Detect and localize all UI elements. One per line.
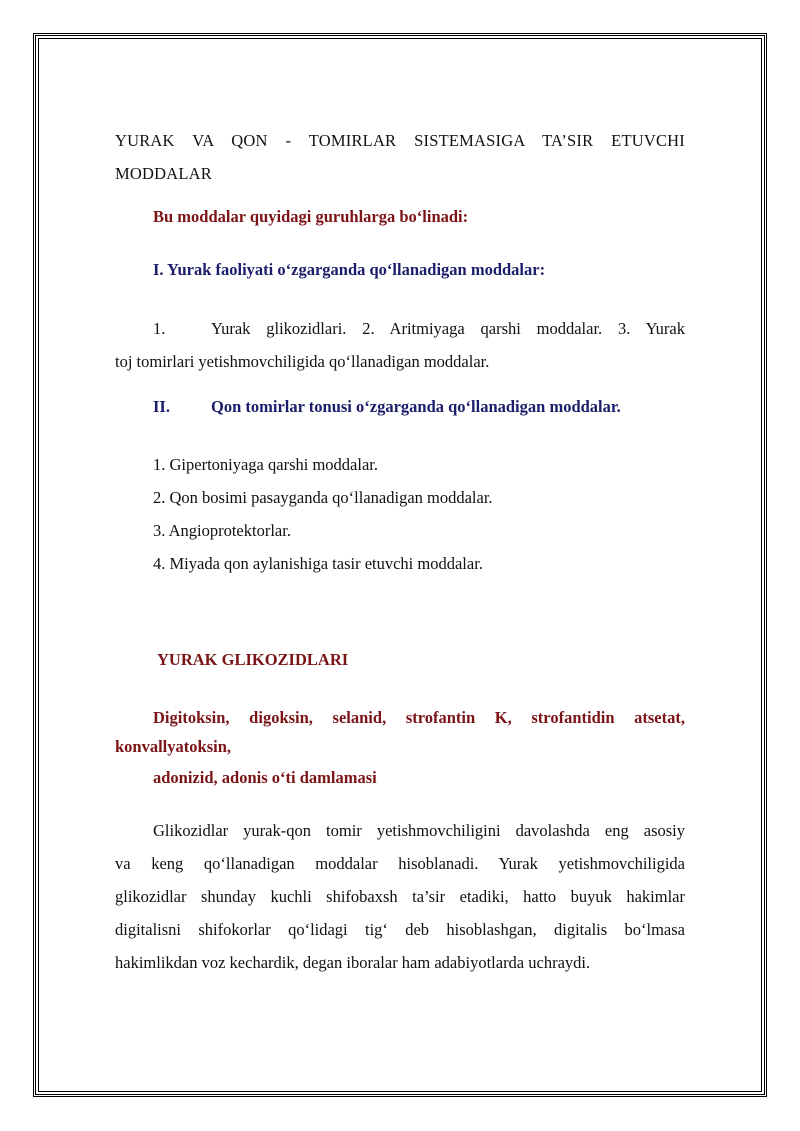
section-1-item-number: 1. xyxy=(153,319,166,338)
paragraph-line: Glikozidlar yurak-qon tomir yetishmovchiligini davolashda eng asosiy xyxy=(153,821,685,840)
glycosides-drug-list xyxy=(115,701,685,794)
glycosides-heading: YURAK GLIKOZIDLARI xyxy=(157,650,349,669)
document-title xyxy=(115,124,685,190)
section-2-heading-row xyxy=(115,397,685,417)
groups-intro: Bu moddalar quyidagi guruhlarga bo‘linadi: xyxy=(153,207,469,226)
section-2-number: II. xyxy=(153,397,170,416)
section-2-item: 4. Miyada qon aylanishiga tasir etuvchi moddalar. xyxy=(153,554,483,573)
title-line-1: YURAK VA QON - TOMIRLAR SISTEMASIGA TA’SIR ETUVCHI xyxy=(115,131,685,150)
title-line-2: MODDALAR xyxy=(115,164,212,183)
drugs-line-1: Digitoksin, digoksin, selanid, strofantin K, strofantidin atsetat, xyxy=(153,708,685,727)
section-1-item-text-1: Yurak glikozidlari. 2. Aritmiyaga qarshi moddalar. 3. Yurak xyxy=(211,319,685,338)
section-1-list-item xyxy=(115,312,685,378)
section-1-item-line-2: toj tomirlari yetishmovchiligida qo‘llanadigan moddalar. xyxy=(115,352,490,371)
section-1-item-line-1 xyxy=(115,312,685,345)
section-2-item: 1. Gipertoniyaga qarshi moddalar. xyxy=(153,455,378,474)
section-2-list xyxy=(115,448,685,580)
glycosides-paragraph xyxy=(115,814,685,979)
paragraph-line: va keng qo‘llanadigan moddalar hisoblanadi. Yurak yetishmovchiligida xyxy=(115,854,685,873)
drugs-line-2: konvallyatoksin, xyxy=(115,737,231,756)
section-2-item: 2. Qon bosimi pasayganda qo‘llanadigan moddalar. xyxy=(153,488,493,507)
paragraph-line: hakimlikdan voz kechardik, degan iboralar ham adabiyotlarda uchraydi. xyxy=(115,953,591,972)
section-1-heading: I. Yurak faoliyati o‘zgarganda qo‘llanadigan moddalar: xyxy=(153,260,546,279)
drugs-line-3: adonizid, adonis o‘ti damlamasi xyxy=(153,768,377,787)
paragraph-line: glikozidlar shunday kuchli shifobaxsh ta’sir etadiki, hatto buyuk hakimlar xyxy=(115,887,685,906)
section-2-item: 3. Angioprotektorlar. xyxy=(153,521,291,540)
paragraph-line: digitalisni shifokorlar qo‘lidagi tig‘ deb hisoblashgan, digitalis bo‘lmasa xyxy=(115,920,685,939)
section-2-heading: Qon tomirlar tonusi o‘zgarganda qo‘llanadigan moddalar. xyxy=(211,397,621,416)
